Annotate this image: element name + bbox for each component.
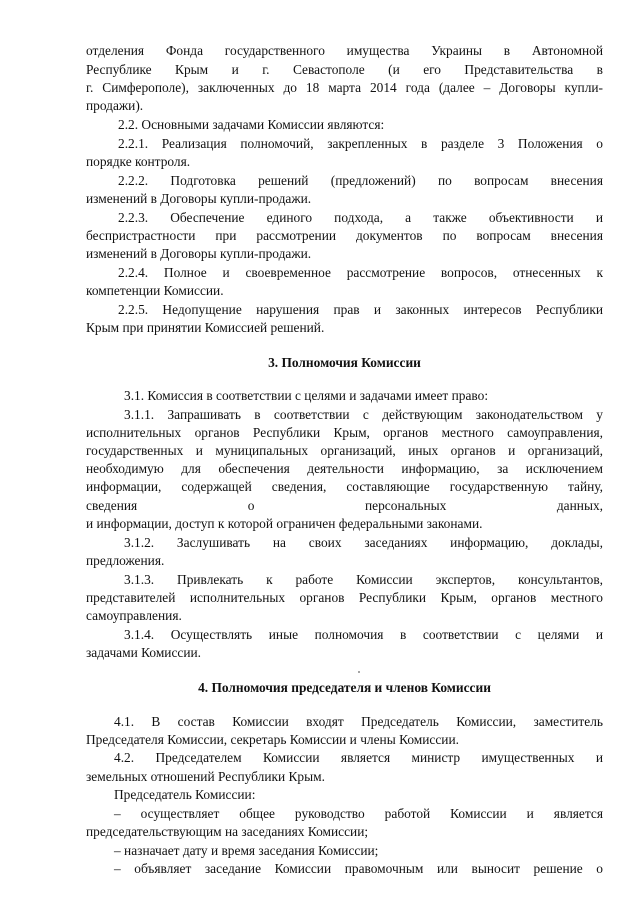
text-line: 3.1.1. Запрашивать в соответствии с действующим законодательством у <box>124 407 603 422</box>
text-line: – осуществляет общее руководство работой Комиссии и является <box>114 806 603 821</box>
text-line: предложения. <box>86 553 165 568</box>
text-line: отделения Фонда государственного имущества Украины в Автономной <box>86 43 603 58</box>
text-line: 2.2.5. Недопущение нарушения прав и законных интересов Республики <box>118 302 603 317</box>
text-line: земельных отношений Республики Крым. <box>86 769 325 784</box>
text-line: Крым при принятии Комиссией решений. <box>86 320 325 335</box>
text-line: 2.2.2. Подготовка решений (предложений) по вопросам внесения <box>118 173 603 188</box>
section-heading: 3. Полномочия Комиссии <box>268 355 421 370</box>
text-line: 3.1.3. Привлекать к работе Комиссии экспертов, консультантов, <box>124 572 603 587</box>
scan-speck <box>358 671 360 673</box>
text-line: и информации, доступ к которой ограничен федеральными законами. <box>86 516 483 531</box>
text-line: Председателя Комиссии, секретарь Комиссии и члены Комиссии. <box>86 732 459 747</box>
text-line: 3.1. Комиссия в соответствии с целями и задачами имеет право: <box>124 388 489 403</box>
text-line: 4.1. В состав Комиссии входят Председатель Комиссии, заместитель <box>114 714 603 729</box>
text-line: изменений в Договоры купли-продажи. <box>86 246 312 261</box>
text-line: 3.1.4. Осуществлять иные полномочия в соответствии с целями и <box>124 627 603 642</box>
text-line: 2.2. Основными задачами Комиссии являются: <box>118 117 385 132</box>
text-line: исполнительных органов Республики Крым, органов местного самоуправления, <box>86 425 603 440</box>
text-line: необходимую для обеспечения деятельности информацию, за исключением <box>86 461 603 476</box>
text-line: – назначает дату и время заседания Комиссии; <box>114 843 379 858</box>
text-line: порядке контроля. <box>86 154 191 169</box>
text-line: сведения о персональных данных, <box>86 498 603 513</box>
text-line: самоуправления. <box>86 608 182 623</box>
text-line: Республике Крым и г. Севастополе (и его Представительства в <box>86 62 603 77</box>
text-line: представителей исполнительных органов Республики Крым, органов местного <box>86 590 603 605</box>
text-line: Председатель Комиссии: <box>114 787 256 802</box>
text-line: информации, содержащей сведения, составляющие государственную тайну, <box>86 479 603 494</box>
section-heading: 4. Полномочия председателя и членов Комиссии <box>198 680 491 695</box>
text-line: 2.2.3. Обеспечение единого подхода, а также объективности и <box>118 210 603 225</box>
text-line: беспристрастности при рассмотрении документов по вопросам внесения <box>86 228 603 243</box>
text-line: продажи). <box>86 98 144 113</box>
text-line: изменений в Договоры купли-продажи. <box>86 191 312 206</box>
text-line: 4.2. Председателем Комиссии является министр имущественных и <box>114 750 603 765</box>
text-line: компетенции Комиссии. <box>86 283 224 298</box>
text-line: председательствующим на заседаниях Комиссии; <box>86 824 369 839</box>
text-line: 2.2.4. Полное и своевременное рассмотрение вопросов, отнесенных к <box>118 265 603 280</box>
text-line: г. Симферополе), заключенных до 18 марта 2014 года (далее – Договоры купли- <box>86 80 603 95</box>
text-line: государственных и муниципальных организаций, иных органов и организаций, <box>86 443 603 458</box>
text-line: – объявляет заседание Комиссии правомочным или выносит решение о <box>114 861 603 876</box>
text-line: 3.1.2. Заслушивать на своих заседаниях информацию, доклады, <box>124 535 603 550</box>
text-line: 2.2.1. Реализация полномочий, закрепленных в разделе 3 Положения о <box>118 136 603 151</box>
text-line: задачами Комиссии. <box>86 645 202 660</box>
